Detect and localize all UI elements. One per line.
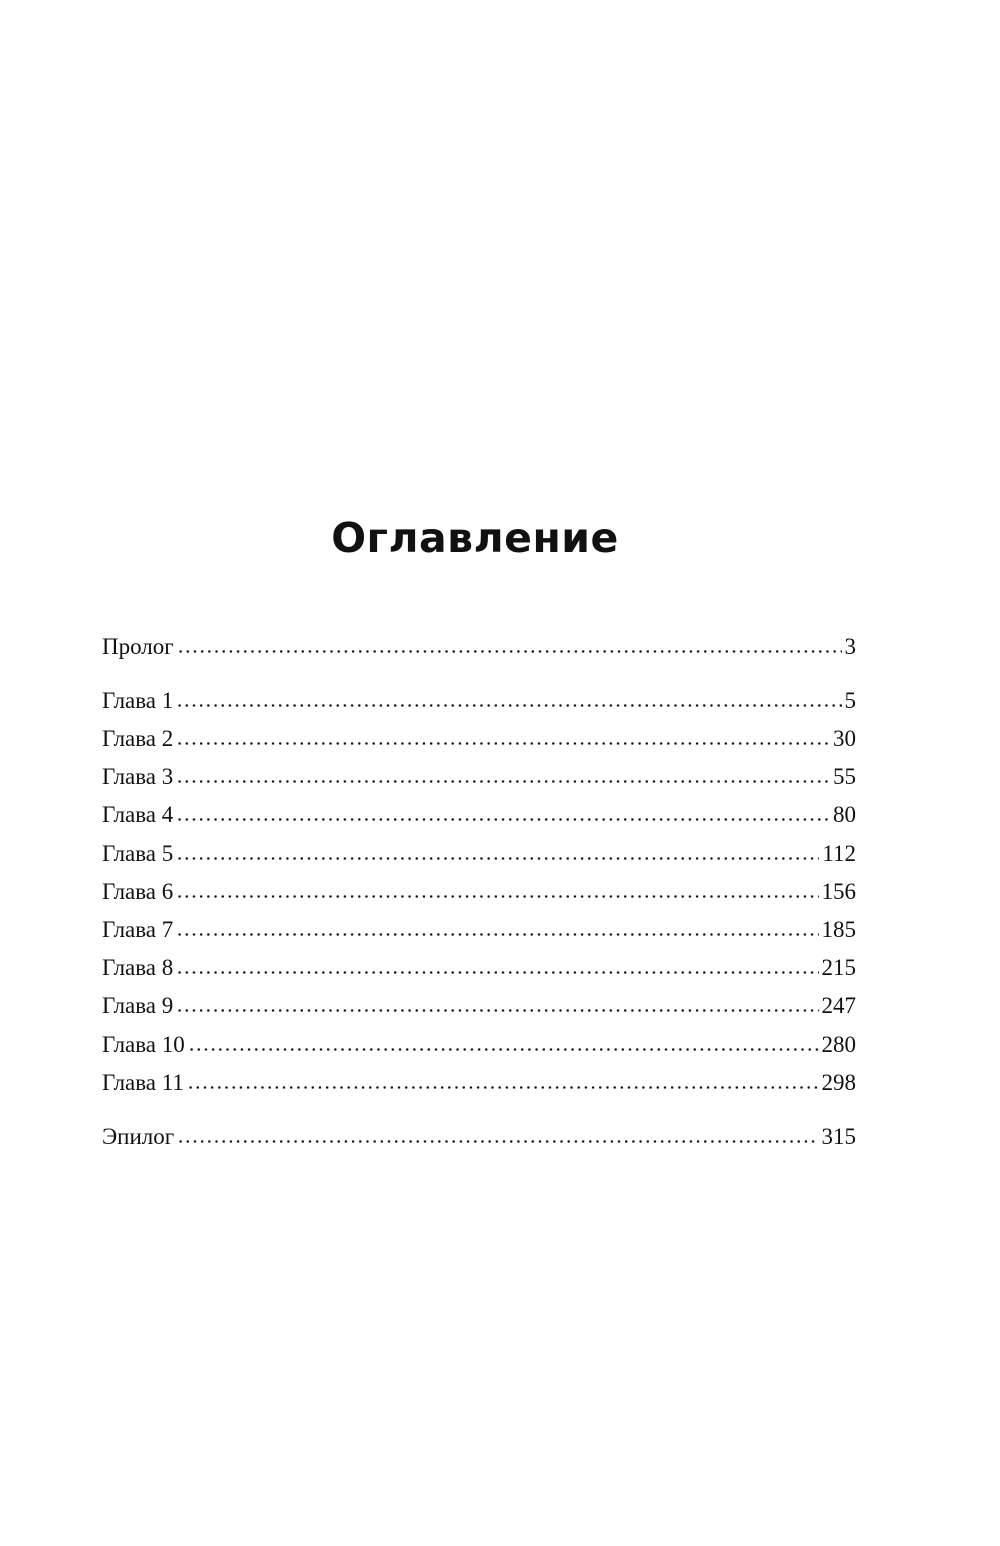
toc-entry-page-number: 5 — [844, 688, 856, 713]
dot-leader — [177, 1140, 818, 1143]
toc-entry-page-number: 80 — [833, 802, 856, 827]
toc-entry-page-number: 30 — [833, 726, 856, 751]
dot-leader — [176, 1009, 818, 1012]
toc-entry-label: Глава 4 — [102, 802, 174, 827]
toc-entry-chapter-1 — [102, 686, 856, 716]
dot-leader — [176, 704, 841, 707]
toc-entry-chapter-8 — [102, 953, 856, 983]
toc-entry-label: Глава 9 — [102, 993, 174, 1018]
toc-entry-label: Глава 6 — [102, 879, 174, 904]
toc-entry-page-number: 55 — [833, 764, 856, 789]
toc-title: Оглавление — [331, 514, 619, 562]
dot-leader — [187, 1086, 819, 1089]
toc-entry-label: Глава 8 — [102, 955, 174, 980]
dot-leader — [188, 1048, 819, 1051]
dot-leader — [176, 971, 818, 974]
toc-entry-prologue — [102, 632, 856, 662]
dot-leader — [176, 933, 818, 936]
toc-entry-label: Пролог — [102, 634, 174, 659]
toc-entry-chapter-3 — [102, 762, 856, 792]
toc-entry-label: Эпилог — [102, 1124, 175, 1149]
toc-entry-page-number: 247 — [821, 993, 856, 1018]
toc-entry-epilogue — [102, 1122, 856, 1152]
toc-entry-chapter-7 — [102, 915, 856, 945]
toc-entry-page-number: 3 — [844, 634, 856, 659]
dot-leader — [176, 857, 819, 860]
toc-entry-label: Глава 10 — [102, 1032, 185, 1057]
toc-entry-label: Глава 1 — [102, 688, 174, 713]
toc-entry-page-number: 298 — [821, 1070, 856, 1095]
dot-leader — [176, 818, 830, 821]
toc-entry-chapter-2 — [102, 724, 856, 754]
dot-leader — [176, 895, 818, 898]
toc-entry-page-number: 156 — [821, 879, 856, 904]
toc-entry-label: Глава 2 — [102, 726, 174, 751]
toc-entry-label: Глава 7 — [102, 917, 174, 942]
toc-entry-page-number: 112 — [822, 841, 856, 866]
toc-entry-chapter-5 — [102, 839, 856, 869]
toc-entry-page-number: 280 — [821, 1032, 856, 1057]
toc-entry-page-number: 215 — [821, 955, 856, 980]
dot-leader — [176, 742, 830, 745]
dot-leader — [176, 780, 830, 783]
toc-entry-chapter-11 — [102, 1068, 856, 1098]
toc-entry-page-number: 315 — [821, 1124, 856, 1149]
toc-entry-label: Глава 3 — [102, 764, 174, 789]
toc-entry-page-number: 185 — [821, 917, 856, 942]
toc-entry-chapter-6 — [102, 877, 856, 907]
toc-entry-chapter-4 — [102, 800, 856, 830]
toc-entry-chapter-9 — [102, 991, 856, 1021]
dot-leader — [177, 650, 842, 653]
toc-entry-label: Глава 5 — [102, 841, 174, 866]
toc-entry-label: Глава 11 — [102, 1070, 184, 1095]
toc-entry-chapter-10 — [102, 1030, 856, 1060]
